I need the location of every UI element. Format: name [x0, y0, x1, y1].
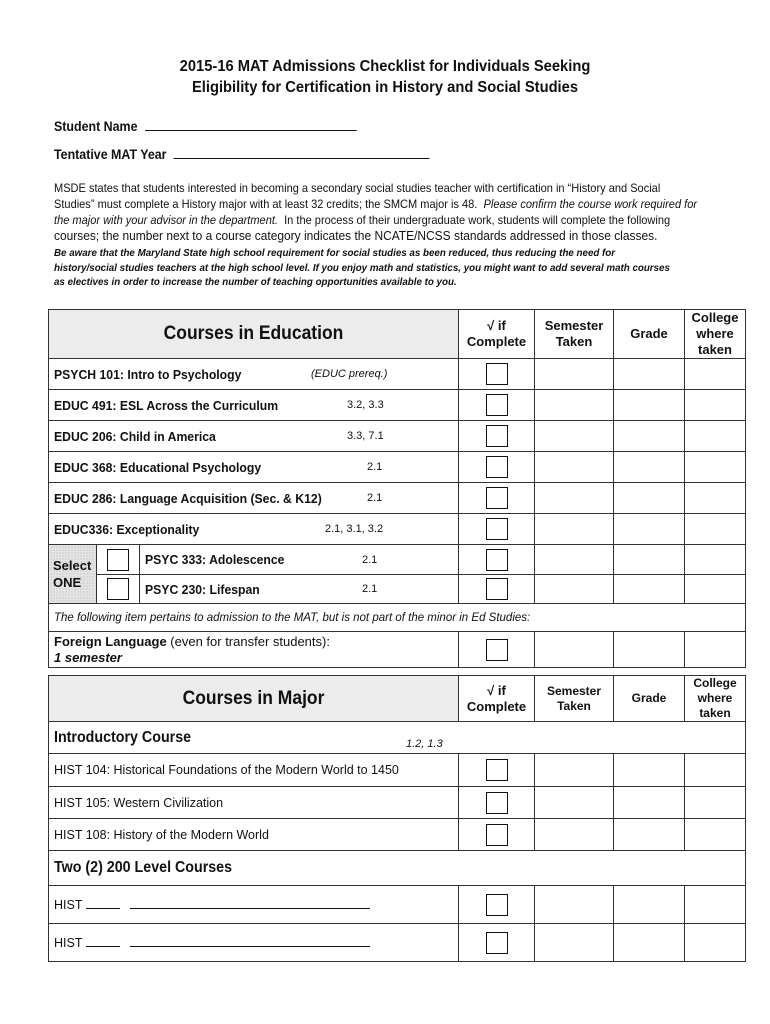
semester-cell[interactable] — [535, 754, 614, 787]
table-row — [49, 632, 746, 668]
intro-line-3: the major with your advisor in the department. In the process of their undergraduate work, students will complete the following — [54, 213, 671, 227]
complete-checkbox-cell — [459, 359, 535, 390]
complete-checkbox[interactable] — [486, 394, 508, 416]
grade-cell[interactable] — [614, 359, 685, 390]
semester-cell[interactable] — [535, 545, 614, 575]
intro-course-section — [49, 722, 746, 754]
col-college-header: College where taken — [685, 310, 746, 359]
complete-checkbox[interactable] — [486, 792, 508, 814]
major-header: Courses in Major — [49, 676, 459, 722]
student-name-label: Student Name — [54, 119, 138, 134]
section-standards: 1.2, 1.3 — [406, 738, 443, 750]
foreign-language-label: Foreign Language — [54, 633, 167, 649]
mat-year-field — [54, 146, 429, 162]
select-row — [49, 545, 746, 575]
table-row — [49, 421, 746, 452]
education-header-row — [49, 310, 746, 359]
complete-checkbox[interactable] — [486, 759, 508, 781]
grade-cell[interactable] — [614, 390, 685, 421]
mat-year-label: Tentative MAT Year — [54, 147, 167, 162]
college-cell[interactable] — [685, 924, 746, 962]
complete-checkbox-cell — [459, 421, 535, 452]
college-cell[interactable] — [685, 514, 746, 545]
col-semester-header: Semester Taken — [535, 310, 614, 359]
hist-label: HIST — [54, 936, 83, 950]
admission-note-row — [49, 604, 746, 632]
complete-checkbox-cell — [459, 924, 535, 962]
grade-cell[interactable] — [614, 924, 685, 962]
semester-cell[interactable] — [535, 359, 614, 390]
complete-checkbox-cell — [459, 754, 535, 787]
course-name: EDUC 286: Language Acquisition (Sec. & K12) 2.1 — [49, 483, 459, 514]
col-grade-header: Grade — [614, 676, 685, 722]
college-cell[interactable] — [685, 819, 746, 851]
complete-checkbox-cell — [459, 390, 535, 421]
college-cell[interactable] — [685, 421, 746, 452]
course-standards: 2.1 — [367, 461, 383, 473]
intro-line-4: courses; the number next to a course category indicates the NCATE/NCSS standards addressed in those classes. — [54, 228, 658, 243]
grade-cell[interactable] — [614, 886, 685, 924]
college-cell[interactable] — [685, 886, 746, 924]
grade-cell[interactable] — [614, 632, 685, 668]
college-cell[interactable] — [685, 390, 746, 421]
course-name: EDUC 206: Child in America 3.3, 7.1 — [49, 421, 459, 452]
complete-checkbox-cell — [459, 787, 535, 819]
intro-line-2: Studies” must complete a History major with at least 32 credits; the SMCM major is 48. Please confirm the course work required for — [54, 197, 698, 211]
course-name: EDUC 491: ESL Across the Curriculum 3.2, 3.3 — [49, 390, 459, 421]
section-row — [49, 851, 746, 886]
complete-checkbox-cell — [459, 452, 535, 483]
major-table — [48, 675, 746, 962]
complete-checkbox[interactable] — [486, 363, 508, 385]
college-cell[interactable] — [685, 754, 746, 787]
hist-title-blank[interactable] — [130, 897, 370, 909]
section-title: Introductory Course — [54, 728, 192, 746]
page-title — [31, 56, 739, 98]
college-cell[interactable] — [685, 483, 746, 514]
semester-cell[interactable] — [535, 483, 614, 514]
complete-checkbox[interactable] — [486, 549, 508, 571]
semester-cell[interactable] — [535, 390, 614, 421]
grade-cell[interactable] — [614, 452, 685, 483]
semester-cell[interactable] — [535, 575, 614, 604]
warning-line-1: Be aware that the Maryland State high school requirement for social studies as been reduced, thus reducing the need for — [54, 247, 616, 259]
complete-checkbox[interactable] — [486, 518, 508, 540]
table-row — [49, 754, 746, 787]
grade-cell[interactable] — [614, 787, 685, 819]
course-name: PSYC 230: Lifespan 2.1 — [140, 575, 459, 604]
complete-checkbox[interactable] — [486, 639, 508, 661]
grade-cell[interactable] — [614, 421, 685, 452]
section-title: Two (2) 200 Level Courses — [54, 859, 233, 876]
table-row — [49, 514, 746, 545]
complete-checkbox[interactable] — [486, 425, 508, 447]
table-row — [49, 483, 746, 514]
complete-checkbox[interactable] — [486, 894, 508, 916]
course-standards: 3.2, 3.3 — [347, 399, 384, 411]
course-name: PSYC 333: Adolescence 2.1 — [140, 545, 459, 575]
semester-cell[interactable] — [535, 632, 614, 668]
student-name-field — [54, 118, 356, 134]
grade-cell[interactable] — [614, 754, 685, 787]
hist-entry — [49, 886, 459, 924]
hist-title-blank[interactable] — [130, 935, 370, 947]
semester-cell[interactable] — [535, 514, 614, 545]
course-standards: 3.3, 7.1 — [347, 430, 384, 442]
college-cell[interactable] — [685, 787, 746, 819]
col-complete-header: √ if Complete — [459, 676, 535, 722]
select-checkbox[interactable] — [107, 549, 129, 571]
foreign-language-requirement: 1 semester — [54, 649, 122, 665]
section-row — [49, 722, 746, 754]
education-table — [48, 309, 746, 668]
level-200-section — [49, 851, 746, 886]
complete-checkbox-cell — [459, 545, 535, 575]
complete-checkbox-cell — [459, 632, 535, 668]
table-row — [49, 819, 746, 851]
semester-cell[interactable] — [535, 452, 614, 483]
complete-checkbox-cell — [459, 886, 535, 924]
semester-cell[interactable] — [535, 787, 614, 819]
select-checkbox[interactable] — [107, 578, 129, 600]
college-cell[interactable] — [685, 632, 746, 668]
grade-cell[interactable] — [614, 545, 685, 575]
grade-cell[interactable] — [614, 575, 685, 604]
table-row — [49, 924, 746, 962]
select-row — [49, 575, 746, 604]
table-row — [49, 390, 746, 421]
college-cell[interactable] — [685, 452, 746, 483]
table-row — [49, 452, 746, 483]
foreign-language-detail: (even for transfer students): — [166, 633, 330, 649]
foreign-language-cell — [49, 632, 459, 668]
complete-checkbox-cell — [459, 483, 535, 514]
warning-note — [54, 246, 705, 290]
hist-label: HIST — [54, 898, 83, 912]
semester-cell[interactable] — [535, 819, 614, 851]
hist-number-blank[interactable] — [86, 935, 120, 947]
complete-checkbox[interactable] — [486, 456, 508, 478]
college-cell[interactable] — [685, 359, 746, 390]
education-header: Courses in Education — [49, 310, 459, 359]
complete-checkbox-cell — [459, 514, 535, 545]
course-name: HIST 108: History of the Modern World — [49, 819, 459, 851]
warning-line-2: history/social studies teachers at the high school level. If you enjoy math and statistics, you might want to add several math courses — [54, 261, 670, 274]
select-checkbox-cell — [97, 545, 140, 575]
col-semester-header: Semester Taken — [535, 676, 614, 722]
course-standards: 2.1 — [362, 583, 378, 595]
student-name-blank[interactable] — [145, 118, 357, 131]
table-row — [49, 359, 746, 390]
course-standards: (EDUC prereq.) — [311, 368, 388, 380]
course-name: HIST 104: Historical Foundations of the Modern World to 1450 — [49, 754, 459, 787]
admission-note: The following item pertains to admission to the MAT, but is not part of the minor in Ed Studies: — [49, 604, 746, 632]
college-cell[interactable] — [685, 575, 746, 604]
major-header-row — [49, 676, 746, 722]
complete-checkbox-cell — [459, 819, 535, 851]
col-grade-header: Grade — [614, 310, 685, 359]
semester-cell[interactable] — [535, 421, 614, 452]
title-line-2: Eligibility for Certification in History and Social Studies — [191, 79, 579, 96]
table-row — [49, 886, 746, 924]
course-standards: 2.1 — [367, 492, 383, 504]
course-name: PSYCH 101: Intro to Psychology (EDUC prereq.) — [49, 359, 459, 390]
course-standards: 2.1, 3.1, 3.2 — [325, 523, 384, 535]
col-college-header: College where taken — [685, 676, 746, 722]
complete-checkbox[interactable] — [486, 824, 508, 846]
warning-line-3: as electives in order to increase the number of teaching opportunities available to you. — [54, 276, 457, 288]
select-checkbox-cell — [97, 575, 140, 604]
college-cell[interactable] — [685, 545, 746, 575]
complete-checkbox-cell — [459, 575, 535, 604]
select-one-label: Select ONE — [49, 545, 97, 604]
complete-checkbox[interactable] — [486, 487, 508, 509]
course-name: HIST 105: Western Civilization — [49, 787, 459, 819]
mat-year-blank[interactable] — [174, 146, 430, 159]
table-row — [49, 787, 746, 819]
intro-paragraph — [54, 180, 698, 244]
course-name: EDUC336: Exceptionality 2.1, 3.1, 3.2 — [49, 514, 459, 545]
col-complete-header: √ if Complete — [459, 310, 535, 359]
hist-entry — [49, 924, 459, 962]
complete-checkbox[interactable] — [486, 578, 508, 600]
intro-line-1: MSDE states that students interested in becoming a secondary social studies teacher with certification in “History and Social — [54, 181, 661, 195]
course-standards: 2.1 — [362, 553, 378, 566]
grade-cell[interactable] — [614, 483, 685, 514]
course-name: EDUC 368: Educational Psychology 2.1 — [49, 452, 459, 483]
semester-cell[interactable] — [535, 886, 614, 924]
grade-cell[interactable] — [614, 819, 685, 851]
title-line-1: 2015-16 MAT Admissions Checklist for Individuals Seeking — [179, 58, 591, 75]
hist-number-blank[interactable] — [86, 897, 120, 909]
grade-cell[interactable] — [614, 514, 685, 545]
semester-cell[interactable] — [535, 924, 614, 962]
complete-checkbox[interactable] — [486, 932, 508, 954]
